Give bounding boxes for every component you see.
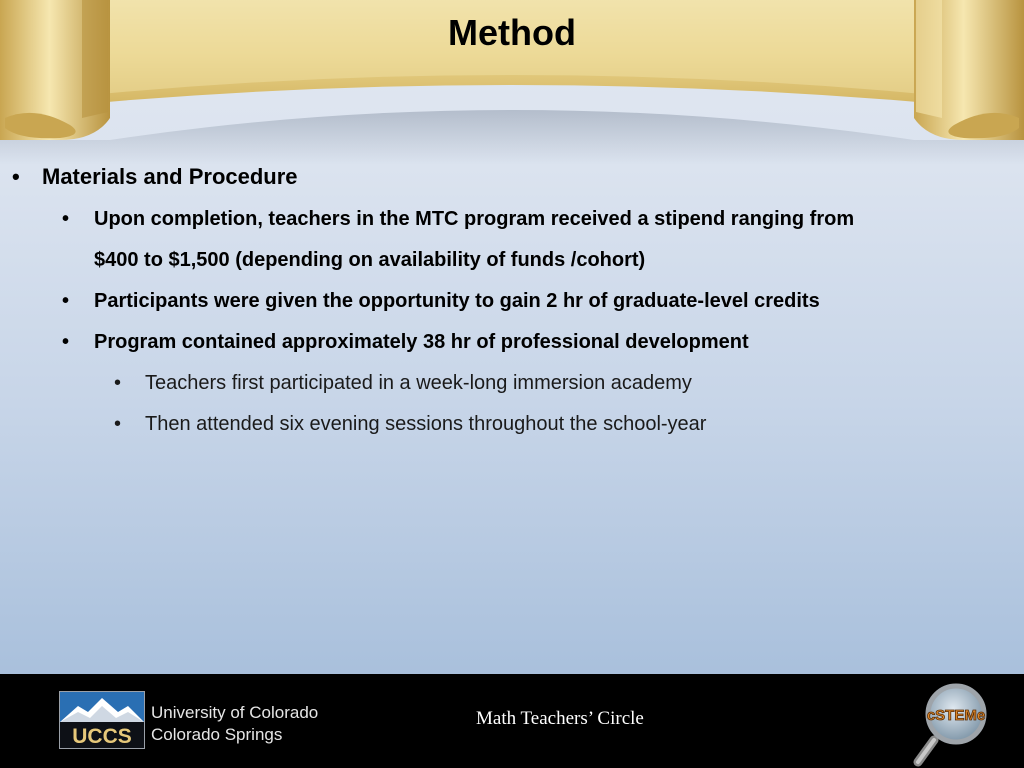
bullet-dot: • <box>62 290 70 312</box>
footer-bar <box>0 674 1024 768</box>
bullet-dot: • <box>114 413 122 435</box>
cstem-logo-text: cSTEMe <box>926 707 986 724</box>
bullet-text: Participants were given the opportunity to gain 2 hr of graduate-level credits <box>94 290 820 312</box>
bullet-dot: • <box>62 208 70 230</box>
bullet-dot: • <box>12 164 20 189</box>
bullet-text: Teachers first participated in a week-long immersion academy <box>145 372 692 394</box>
bullet-text: Upon completion, teachers in the MTC program received a stipend ranging from <box>94 208 855 230</box>
bullet-text: $400 to $1,500 (depending on availability of funds /cohort) <box>94 249 646 271</box>
slide-title: Method <box>448 12 576 53</box>
bullet-dot: • <box>62 331 70 353</box>
footer-center-text: Math Teachers’ Circle <box>476 708 644 729</box>
uccs-logo-text: UCCS <box>72 725 132 748</box>
bullet-text: Materials and Procedure <box>42 164 298 189</box>
bullet-text: Program contained approximately 38 hr of professional development <box>94 331 749 353</box>
bullet-dot: • <box>114 372 122 394</box>
uccs-logo <box>59 691 145 749</box>
bullet-text: Then attended six evening sessions throughout the school-year <box>145 413 707 435</box>
cstem-magnifier-logo <box>912 682 992 768</box>
university-name-line2: Colorado Springs <box>151 725 283 744</box>
university-name <box>151 702 318 746</box>
university-name-line1: University of Colorado <box>151 703 319 722</box>
